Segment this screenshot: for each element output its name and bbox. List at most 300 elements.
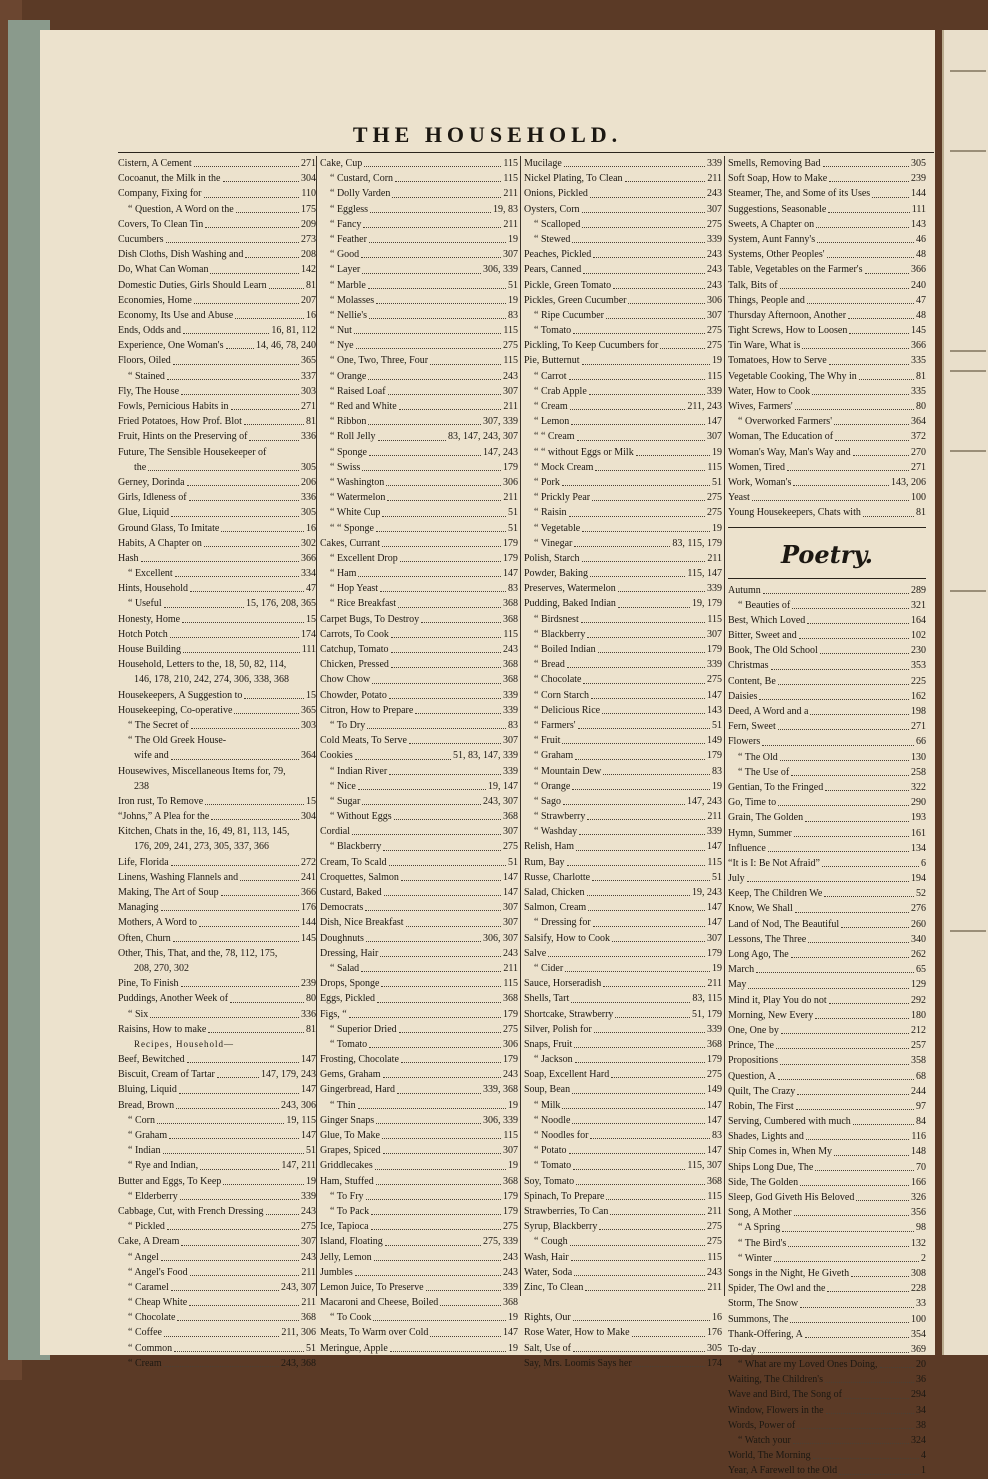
entry-pages: 115: [503, 325, 518, 337]
index-entry: [118, 399, 316, 414]
dot-leader: [174, 1341, 304, 1352]
entry-pages: 306: [503, 1038, 518, 1050]
index-entry: [118, 1295, 316, 1310]
dot-leader: [399, 1022, 501, 1033]
dot-leader: [183, 642, 300, 653]
dot-leader: [548, 946, 705, 957]
index-entry: [320, 1067, 518, 1082]
entry-title: Cakes, Currant: [320, 537, 380, 549]
dot-leader: [799, 628, 909, 639]
dot-leader: [389, 688, 501, 699]
dot-leader: [562, 733, 705, 744]
entry-pages: 115: [707, 370, 722, 382]
dot-leader: [367, 718, 506, 729]
entry-pages: 147: [503, 887, 518, 898]
entry-title: Macaroni and Cheese, Boiled: [320, 1297, 439, 1309]
index-entry: [320, 824, 518, 839]
dot-leader: [585, 1280, 705, 1291]
index-entry: [524, 490, 722, 505]
entry-pages: 19: [712, 522, 722, 534]
dot-leader: [573, 1158, 685, 1169]
index-entry: [524, 931, 722, 946]
index-entry: [524, 1295, 722, 1310]
index-entry: [728, 399, 926, 414]
entry-title: “ Ribbon: [330, 416, 367, 428]
index-entry: [728, 1114, 926, 1129]
index-entry: [524, 1250, 722, 1265]
index-entry: [118, 156, 316, 171]
index-entry: [524, 262, 722, 277]
entry-pages: 14, 46, 78, 240: [256, 340, 316, 352]
dot-leader: [177, 1310, 299, 1321]
index-entry: [524, 764, 722, 779]
entry-pages: 307: [503, 1145, 518, 1157]
entry-title: Housekeepers, A Suggestion to: [118, 689, 243, 701]
entry-title: “ Mock Cream: [534, 461, 594, 473]
entry-pages: 2: [921, 1252, 926, 1264]
dot-leader: [382, 505, 506, 516]
entry-title: Question, A: [728, 1070, 776, 1082]
dot-leader: [791, 765, 909, 776]
entry-title: “ Good: [330, 249, 360, 261]
entry-title: “ Watch your: [738, 1435, 791, 1446]
index-entry: [320, 764, 518, 779]
entry-title: “ Roll Jelly: [330, 431, 376, 443]
entry-title: Dressing, Hair: [320, 947, 379, 959]
dot-leader: [205, 217, 299, 228]
entry-title: “ Cider: [534, 962, 564, 974]
dot-leader: [191, 718, 299, 729]
dot-leader: [430, 353, 501, 364]
entry-title: Cold Meats, To Serve: [320, 735, 407, 747]
entry-pages: 230: [911, 645, 926, 657]
index-entry: [118, 794, 316, 809]
entry-pages: 243: [707, 188, 722, 200]
index-entry: [524, 1310, 722, 1325]
entry-title: Do, What Can Woman: [118, 264, 209, 276]
dot-leader: [810, 704, 909, 715]
entry-title: Catchup, Tomato: [320, 644, 389, 655]
dot-leader: [181, 976, 299, 987]
dot-leader: [573, 1310, 710, 1321]
dot-leader: [194, 293, 299, 304]
index-entry: [728, 719, 926, 734]
dot-leader: [590, 186, 705, 197]
index-entry: [524, 688, 722, 703]
dot-leader: [386, 475, 501, 486]
entry-title: Onions, Pickled: [524, 188, 588, 200]
entry-title: Salt, Use of: [524, 1342, 571, 1354]
index-entry: [524, 1204, 722, 1219]
index-entry: [118, 369, 316, 384]
entry-title: Serving, Cumbered with much: [728, 1116, 851, 1128]
entry-pages: 48: [916, 249, 926, 261]
entry-title: “ White Cup: [330, 507, 381, 519]
entry-pages: 19: [306, 1175, 316, 1187]
dot-leader: [175, 566, 299, 577]
dot-leader: [569, 1143, 706, 1154]
entry-title: Ginger Snaps: [320, 1114, 375, 1126]
index-entry: [524, 855, 722, 870]
entry-pages: 20: [916, 1359, 926, 1371]
index-entry: [728, 628, 926, 643]
entry-pages: 19, 115: [286, 1114, 316, 1126]
entry-title: Cake, Cup: [320, 158, 363, 169]
entry-pages: 211: [707, 1205, 722, 1217]
entry-title: “ Noodles for: [534, 1130, 589, 1141]
index-entry: [524, 217, 722, 232]
entry-title: Raisins, How to make: [118, 1023, 207, 1035]
dot-leader: [148, 460, 299, 471]
entry-pages: 307, 339: [483, 416, 518, 428]
index-entry: [118, 976, 316, 991]
entry-title: “ Graham: [534, 750, 574, 762]
dot-leader: [844, 1387, 909, 1398]
index-entry: [524, 870, 722, 885]
dot-leader: [581, 612, 706, 623]
dot-leader: [370, 202, 491, 213]
index-entry: [524, 521, 722, 536]
dot-leader: [368, 414, 481, 425]
entry-title: “ To Fry: [330, 1190, 364, 1202]
dot-leader: [352, 824, 501, 835]
dot-leader: [625, 171, 706, 182]
entry-pages: 19: [508, 1160, 518, 1172]
dot-leader: [164, 1356, 279, 1367]
dot-leader: [610, 1204, 705, 1215]
dot-leader: [388, 384, 501, 395]
dot-leader: [167, 369, 299, 380]
dot-leader: [415, 703, 501, 714]
index-entry: [118, 414, 316, 429]
entry-title: “ Mountain Dew: [534, 765, 602, 777]
entry-pages: 211: [503, 492, 518, 504]
entry-title: Grain, The Golden: [728, 812, 804, 824]
dot-leader: [835, 429, 909, 440]
entry-title: Spinach, To Prepare: [524, 1190, 605, 1202]
entry-pages: 179: [503, 537, 518, 549]
entry-pages: 275: [707, 492, 722, 504]
entry-title: Daisies: [728, 690, 758, 702]
entry-title: Citron, How to Prepare: [320, 704, 414, 716]
dot-leader: [579, 824, 705, 835]
entry-title: Land of Nod, The Beautiful: [728, 918, 840, 930]
index-entry: [524, 991, 722, 1006]
page-title: THE HOUSEHOLD.: [352, 122, 623, 147]
dot-leader: [572, 232, 705, 243]
entry-pages: 176: [301, 902, 316, 914]
dot-leader: [236, 202, 299, 213]
entry-title: 238: [134, 780, 149, 792]
dot-leader: [587, 627, 705, 638]
dot-leader: [829, 353, 909, 364]
dot-leader: [853, 1114, 914, 1125]
index-entry: [118, 232, 316, 247]
entry-pages: 304: [301, 811, 316, 823]
index-entry: [728, 932, 926, 947]
entry-pages: 19: [508, 233, 518, 245]
entry-title: Making, The Art of Soup: [118, 887, 219, 898]
entry-title: Tight Screws, How to Loosen: [728, 325, 848, 337]
entry-pages: 212: [911, 1024, 926, 1036]
entry-title: “ The Use of: [738, 766, 790, 778]
dot-leader: [632, 1325, 705, 1336]
index-entry: [728, 750, 926, 765]
index-entry: [524, 278, 722, 293]
index-entry: [320, 1295, 518, 1310]
index-entry: [524, 885, 722, 900]
entry-pages: 339: [707, 583, 722, 595]
dot-leader: [171, 505, 299, 516]
dot-leader: [171, 748, 299, 759]
entry-title: “ Raisin: [534, 507, 567, 519]
entry-title: Fern, Sweet: [728, 721, 776, 733]
dot-leader: [399, 399, 502, 410]
entry-pages: 369: [911, 1343, 926, 1355]
index-entry: [320, 1158, 518, 1173]
dot-leader: [780, 278, 909, 289]
dot-leader: [210, 262, 299, 273]
entry-title: Grapes, Spiced: [320, 1145, 381, 1157]
dot-leader: [593, 247, 705, 258]
dot-leader: [387, 490, 501, 501]
entry-title: “ Excellent: [128, 568, 173, 580]
index-entry: [524, 946, 722, 961]
dot-leader: [768, 841, 909, 852]
entry-pages: 339: [707, 385, 722, 397]
entry-title: Glue, To Make: [320, 1130, 380, 1141]
entry-pages: 147: [707, 917, 722, 929]
entry-title: Bitter, Sweet and: [728, 630, 797, 642]
entry-pages: 211: [707, 811, 722, 823]
dot-leader: [778, 719, 909, 730]
dot-leader: [572, 779, 710, 790]
dot-leader: [778, 1069, 914, 1080]
dot-leader: [369, 232, 506, 243]
entry-pages: 16: [712, 1312, 722, 1324]
dot-leader: [390, 1341, 506, 1352]
entry-pages: 306, 339: [483, 1114, 518, 1126]
entry-title: Pudding, Baked Indian: [524, 598, 616, 610]
entry-title: Hymn, Summer: [728, 827, 792, 839]
entry-title: “ Cough: [534, 1236, 568, 1248]
index-entry: [524, 672, 722, 687]
index-entry: [524, 202, 722, 217]
entry-pages: 211: [503, 188, 518, 200]
entry-title: Preserves, Watermelon: [524, 583, 616, 595]
entry-title: Floors, Oiled: [118, 355, 171, 367]
index-entry: [118, 202, 316, 217]
dot-leader: [591, 688, 705, 699]
dot-leader: [349, 1007, 501, 1018]
dot-leader: [382, 1128, 501, 1139]
entry-pages: 33: [916, 1298, 926, 1310]
dot-leader: [802, 338, 909, 349]
entry-pages: 147: [707, 416, 722, 428]
entry-title: “ Sponge: [330, 446, 367, 458]
index-entry: [118, 870, 316, 885]
entry-title: “ Ripe Cucumber: [534, 309, 604, 321]
entry-title: Syrup, Blackberry: [524, 1221, 598, 1233]
entry-title: Chow Chow: [320, 674, 371, 686]
index-entry: [728, 841, 926, 856]
dot-leader: [615, 1007, 690, 1018]
index-entry: [320, 915, 518, 930]
entry-title: “Johns,” A Plea for the: [118, 811, 210, 823]
entry-title: Propositions: [728, 1055, 779, 1067]
index-entry: [524, 308, 722, 323]
dot-leader: [401, 870, 501, 881]
dot-leader: [582, 202, 705, 213]
entry-pages: 305: [301, 507, 316, 519]
index-entry: [728, 1038, 926, 1053]
entry-pages: 209: [301, 218, 316, 230]
dot-leader: [369, 308, 506, 319]
dot-leader: [808, 932, 909, 943]
index-entry: [728, 414, 926, 429]
index-entry: [524, 1158, 722, 1173]
entry-title: Linens, Washing Flannels and: [118, 871, 239, 883]
entry-title: Go, Time to: [728, 797, 777, 809]
entry-title: Cream, To Scald: [320, 856, 387, 868]
index-entry: [728, 1008, 926, 1023]
entry-title: Suggestions, Seasonable: [728, 203, 827, 215]
entry-title: Autumn: [728, 584, 761, 596]
entry-title: “ Tomato: [330, 1038, 368, 1050]
entry-pages: 81: [916, 370, 926, 382]
entry-pages: 368: [503, 674, 518, 686]
entry-title: “ Potato: [534, 1145, 567, 1157]
index-entry: [118, 1204, 316, 1219]
entry-title: Long Ago, The: [728, 949, 789, 960]
entry-pages: 307: [503, 917, 518, 929]
index-entry: [524, 1174, 722, 1189]
entry-title: “ Crab Apple: [534, 385, 587, 397]
dot-leader: [376, 1113, 481, 1124]
entry-pages: 115: [503, 628, 518, 640]
entry-title: To-day: [728, 1343, 757, 1355]
entry-title: Robin, The First: [728, 1100, 794, 1112]
index-entry: [118, 1310, 316, 1325]
entry-title: “ Bread: [534, 659, 565, 671]
entry-pages: 243: [503, 644, 518, 655]
dot-leader: [182, 612, 304, 623]
entry-pages: 83, 115: [692, 993, 722, 1005]
entry-pages: 179: [707, 644, 722, 655]
entry-pages: 307: [503, 249, 518, 261]
entry-title: Ham, Stuffed: [320, 1175, 374, 1187]
index-entry: [728, 765, 926, 780]
index-entry: [728, 1190, 926, 1205]
entry-pages: 336: [301, 431, 316, 443]
dot-leader: [183, 323, 269, 334]
entry-pages: 16, 81, 112: [271, 325, 316, 337]
dot-leader: [167, 1219, 299, 1230]
entry-pages: 260: [911, 918, 926, 930]
entry-pages: 81: [916, 507, 926, 519]
entry-pages: 294: [911, 1389, 926, 1401]
entry-title: “ Fancy: [330, 218, 362, 230]
poetry-heading: Poetry.: [781, 539, 873, 569]
entry-pages: 211: [301, 1266, 316, 1278]
index-entry: [728, 202, 926, 217]
entry-title: “ Pickled: [128, 1221, 165, 1233]
entry-title: Company, Fixing for: [118, 188, 202, 200]
entry-pages: 307: [503, 826, 518, 838]
dot-leader: [395, 171, 501, 182]
dot-leader: [834, 414, 909, 425]
entry-title: Gerney, Dorinda: [118, 476, 185, 488]
index-entry: [118, 733, 316, 748]
entry-pages: 51: [306, 1145, 316, 1157]
entry-pages: 19: [508, 1342, 518, 1354]
entry-pages: 339: [503, 704, 518, 716]
dot-leader: [774, 1251, 919, 1262]
dot-leader: [376, 293, 506, 304]
dot-leader: [181, 384, 299, 395]
entry-title: Puddings, Another Week of: [118, 993, 229, 1005]
index-entry: [728, 186, 926, 201]
index-entry: [728, 1463, 926, 1478]
index-entry: [524, 1341, 722, 1356]
entry-pages: 83: [712, 765, 722, 777]
entry-pages: 306: [503, 476, 518, 488]
index-entry: [524, 551, 722, 566]
index-entry: [118, 1234, 316, 1249]
entry-pages: 80: [306, 993, 316, 1005]
entry-pages: 275, 339: [483, 1236, 518, 1248]
entry-title: Ends, Odds and: [118, 325, 182, 337]
index-entry: [728, 1084, 926, 1099]
entry-title: Smells, Removing Bad: [728, 158, 821, 169]
index-entry: [320, 1098, 518, 1113]
entry-title: Girls, Idleness of: [118, 492, 187, 504]
index-entry: [320, 414, 518, 429]
entry-pages: 115: [503, 158, 518, 169]
dot-leader: [612, 931, 705, 942]
dot-leader: [759, 689, 909, 700]
index-entry: [320, 885, 518, 900]
entry-title: “ Boiled Indian: [534, 644, 596, 655]
entry-title: Strawberries, To Can: [524, 1205, 609, 1217]
dot-leader: [576, 839, 705, 850]
index-entry: [118, 946, 316, 961]
index-entry: [728, 369, 926, 384]
index-entry: [524, 399, 722, 414]
entry-title: Cabbage, Cut, with French Dressing: [118, 1205, 264, 1217]
dot-leader: [618, 581, 705, 592]
index-entry: [118, 1128, 316, 1143]
index-entry: [524, 839, 722, 854]
index-entry: [728, 1448, 926, 1463]
entry-pages: 206: [301, 476, 316, 488]
entry-title: Women, Tired: [728, 461, 785, 473]
index-entry: [320, 1082, 518, 1097]
entry-pages: 307: [707, 932, 722, 944]
entry-pages: 262: [911, 949, 926, 960]
index-page: [40, 30, 935, 1477]
dot-leader: [226, 338, 255, 349]
entry-title: Habits, A Chapter on: [118, 537, 202, 549]
entry-pages: 147: [301, 1084, 316, 1096]
entry-pages: 147: [707, 1114, 722, 1126]
dot-leader: [797, 1418, 914, 1429]
entry-title: Things, People and: [728, 294, 805, 306]
entry-pages: 240: [911, 279, 926, 291]
dot-leader: [569, 505, 706, 516]
dot-leader: [572, 1082, 705, 1093]
entry-title: “ Swiss: [330, 461, 361, 473]
